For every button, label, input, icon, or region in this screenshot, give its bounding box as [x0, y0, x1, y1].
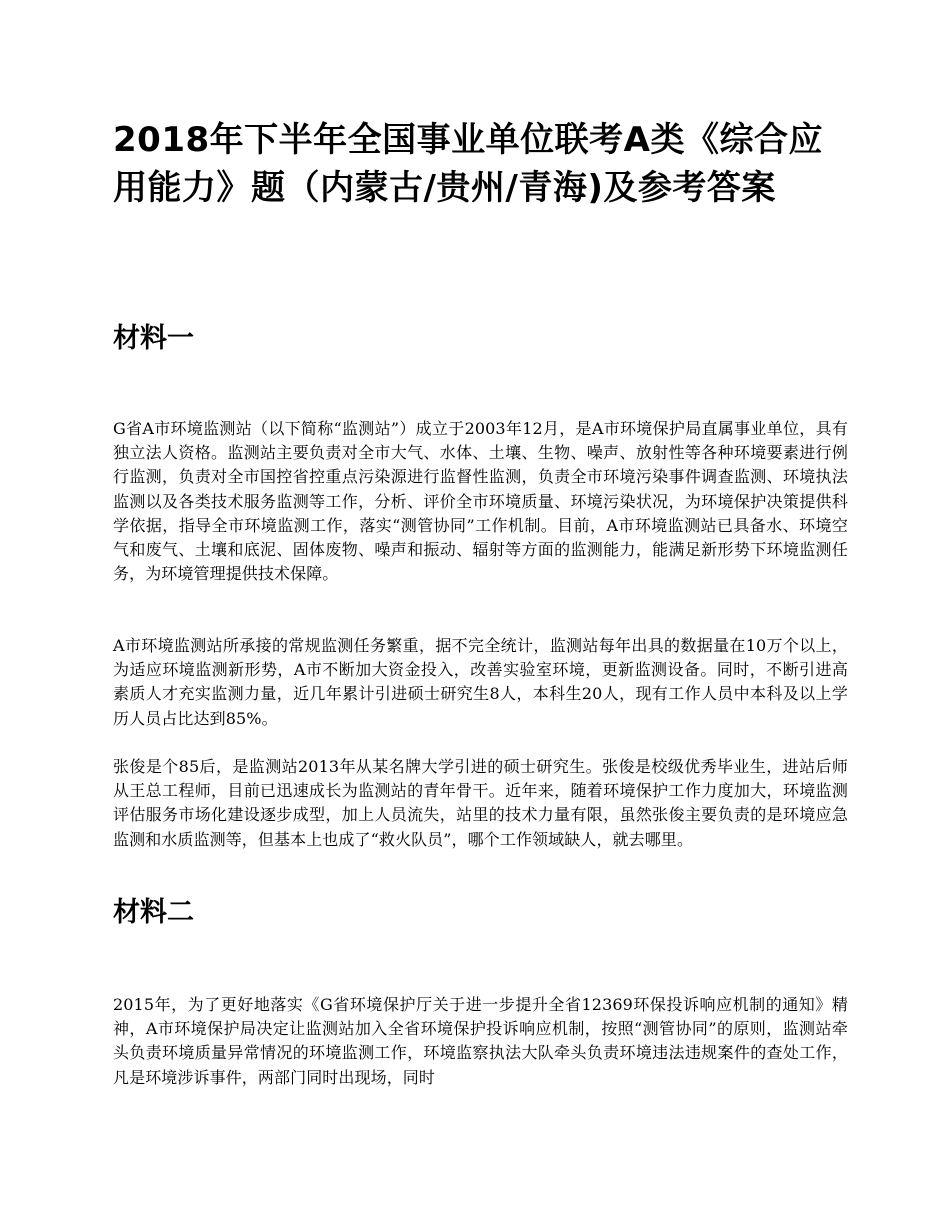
document-title: 2018年下半年全国事业单位联考A类《综合应用能力》题（内蒙古/贵州/青海)及参考答案 — [113, 120, 823, 208]
paragraph: 2015年，为了更好地落实《G省环境保护厅关于进一步提升全省12369环保投诉响应机制的通知》精神，A市环境保护局决定让监测站加入全省环境保护投诉响应机制，按照“测管协同”的原则，监测站牵头负责环境质量异常情况的环境监测工作，环境监察执法大队牵头负责环境违法违规案件的查处工作，凡是环境涉诉事件，两部门同时出现场，同时 — [113, 995, 848, 1087]
paragraph: G省A市环境监测站（以下简称“监测站”）成立于2003年12月，是A市环境保护局直属事业单位，具有独立法人资格。监测站主要负责对全市大气、水体、土壤、生物、噪声、放射性等各种环境要素进行例行监测，负责对全市国控省控重点污染源进行监督性监测，负责全市环境污染事件调查监测、环境执法监测以及各类技术服务监测等工作，分析、评价全市环境质量、环境污染状况，为环境保护决策提供科学依据，指导全市环境监测工作，落实“测管协同”工作机制。目前，A市环境监测站已具备水、环境空气和废气、土壤和底泥、固体废物、噪声和振动、辐射等方面的监测能力，能满足新形势下环境监测任务，为环境管理提供技术保障。 — [113, 419, 848, 584]
paragraph: A市环境监测站所承接的常规监测任务繁重，据不完全统计，监测站每年出具的数据量在10万个以上，为适应环境监测新形势，A市不断加大资金投入，改善实验室环境，更新监测设备。同时，不断引进高素质人才充实监测力量，近几年累计引进硕士研究生8人，本科生20人，现有工作人员中本科及以上学历人员占比达到85%。 — [113, 636, 848, 728]
section-heading-material-1: 材料一 — [113, 323, 194, 354]
section-heading-material-2: 材料二 — [113, 897, 194, 928]
paragraph: 张俊是个85后，是监测站2013年从某名牌大学引进的硕士研究生。张俊是校级优秀毕业生，进站后师从王总工程师，目前已迅速成长为监测站的青年骨干。近年来，随着环境保护工作力度加大，环境监测评估服务市场化建设逐步成型，加上人员流失，站里的技术力量有限，虽然张俊主要负责的是环境应急监测和水质监测等，但基本上也成了“救火队员”，哪个工作领域缺人，就去哪里。 — [113, 757, 848, 849]
